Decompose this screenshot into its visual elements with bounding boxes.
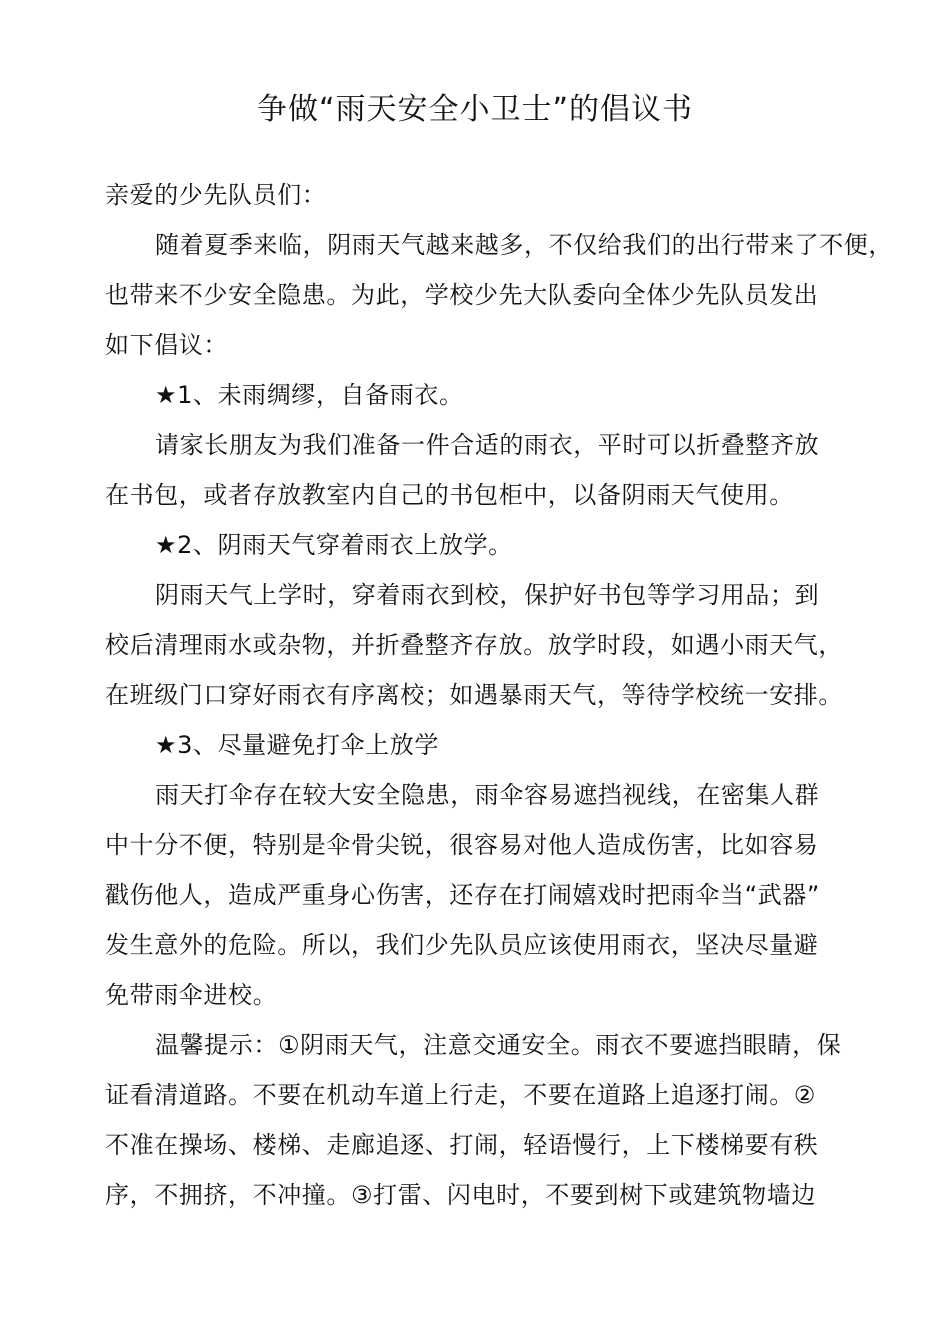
tip-line: 温馨提示：①阴雨天气，注意交通安全。雨衣不要遮挡眼睛，保 <box>155 1031 842 1059</box>
section-heading: ★3、尽量避免打伞上放学 <box>155 731 439 759</box>
paragraph-line: 免带雨伞进校。 <box>105 981 278 1009</box>
paragraph-line: 校后清理雨水或杂物，并折叠整齐存放。放学时段，如遇小雨天气， <box>105 631 843 659</box>
paragraph-line: 在班级门口穿好雨衣有序离校；如遇暴雨天气，等待学校统一安排。 <box>105 681 843 709</box>
paragraph-line: 戳伤他人，造成严重身心伤害，还存在打闹嬉戏时把雨伞当“武器” <box>105 881 820 909</box>
tip-line: 证看清道路。不要在机动车道上行走，不要在道路上追逐打闹。② <box>105 1081 816 1109</box>
tip-line: 序，不拥挤，不冲撞。③打雷、闪电时，不要到树下或建筑物墙边 <box>105 1181 816 1209</box>
paragraph-line: 如下倡议： <box>105 331 228 359</box>
paragraph-line: 请家长朋友为我们准备一件合适的雨衣，平时可以折叠整齐放 <box>155 431 820 459</box>
section-heading: ★2、阴雨天气穿着雨衣上放学。 <box>155 531 513 559</box>
paragraph-line: 在书包，或者存放教室内自己的书包柜中，以备阴雨天气使用。 <box>105 481 794 509</box>
paragraph-line: 随着夏季来临，阴雨天气越来越多，不仅给我们的出行带来了不便， <box>155 231 893 259</box>
section-heading: ★1、未雨绸缪，自备雨衣。 <box>155 381 464 409</box>
paragraph-line: 雨天打伞存在较大安全隐患，雨伞容易遮挡视线，在密集人群 <box>155 781 820 809</box>
paragraph-line: 阴雨天气上学时，穿着雨衣到校，保护好书包等学习用品；到 <box>155 581 820 609</box>
paragraph-line: 发生意外的危险。所以，我们少先队员应该使用雨衣，坚决尽量避 <box>105 931 819 959</box>
salutation: 亲爱的少先队员们： <box>105 181 327 209</box>
paragraph-line: 也带来不少安全隐患。为此，学校少先大队委向全体少先队员发出 <box>105 281 819 309</box>
paragraph-line: 中十分不便，特别是伞骨尖锐，很容易对他人造成伤害，比如容易 <box>105 831 819 859</box>
tip-line: 不准在操场、楼梯、走廊追逐、打闹，轻语慢行，上下楼梯要有秩 <box>105 1131 819 1159</box>
page-title: 争做“雨天安全小卫士”的倡议书 <box>256 92 694 127</box>
